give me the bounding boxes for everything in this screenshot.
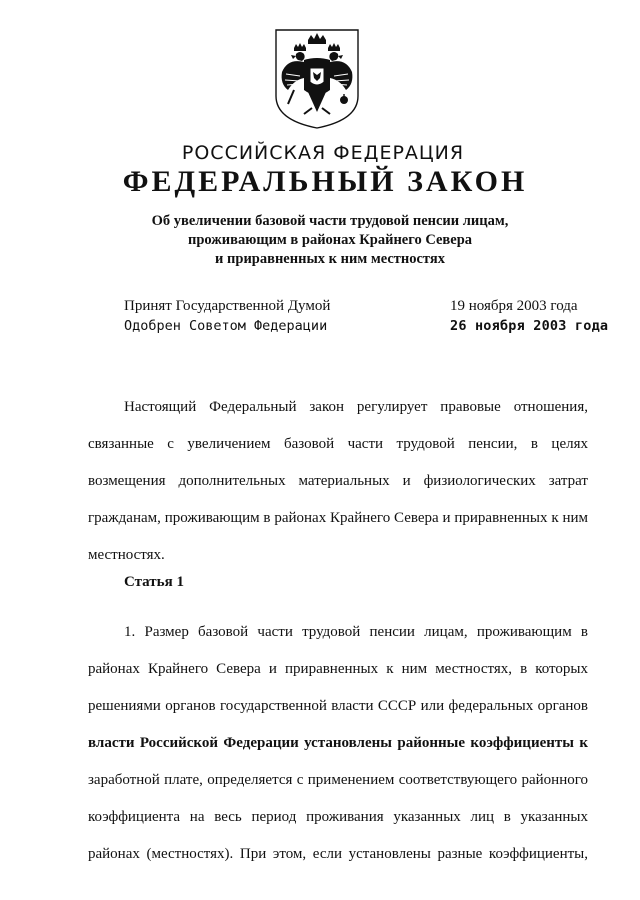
law-title-line: проживающим в районах Крайнего Севера <box>187 232 473 248</box>
approved-date: 26 ноября 2003 года <box>450 318 609 334</box>
paragraph-line: возмещения дополнительных материальных и физиологических затрат <box>88 473 588 489</box>
paragraph-line: Настоящий Федеральный закон регулирует правовые отношения, <box>124 399 588 415</box>
paragraph-line: заработной плате, определяется с применением соответствующего районного <box>88 772 588 788</box>
paragraph-line: районах (местностях). При этом, если установлены разные коэффициенты, <box>88 846 588 862</box>
paragraph-line: районах Крайнего Севера и приравненных к ним местностях, в которых <box>88 661 588 677</box>
paragraph-line: решениями органов государственной власти СССР или федеральных органов <box>88 698 588 714</box>
law-title <box>120 212 540 269</box>
paragraph-line: власти Российской Федерации установлены районные коэффициенты к <box>88 735 588 751</box>
article-heading: Статья 1 <box>124 574 184 590</box>
adopted-label: Принят Государственной Думой <box>124 298 331 314</box>
law-title-line: Об увеличении базовой части трудовой пенсии лицам, <box>151 213 509 229</box>
coat-of-arms-emblem <box>274 28 360 130</box>
paragraph-line: связанные с увеличением базовой части трудовой пенсии, в целях <box>88 436 588 452</box>
paragraph-line: местностях. <box>88 547 165 563</box>
double-headed-eagle-icon <box>274 28 360 130</box>
adopted-date: 19 ноября 2003 года <box>450 298 578 314</box>
article-1-paragraph <box>88 614 588 873</box>
paragraph-line: 1. Размер базовой части трудовой пенсии лицам, проживающим в <box>124 624 588 640</box>
country-heading: РОССИЙСКАЯ ФЕДЕРАЦИЯ <box>181 142 465 164</box>
intro-paragraph <box>88 389 588 575</box>
law-title-line: и приравненных к ним местностях <box>215 251 445 267</box>
paragraph-line: коэффициента на весь период проживания указанных лиц в указанных <box>88 809 588 825</box>
approved-label: Одобрен Советом Федерации <box>124 318 328 334</box>
paragraph-line: гражданам, проживающим в районах Крайнего Севера и приравненных к ним <box>88 510 588 526</box>
law-type-heading: ФЕДЕРАЛЬНЫЙ ЗАКОН <box>122 165 528 198</box>
